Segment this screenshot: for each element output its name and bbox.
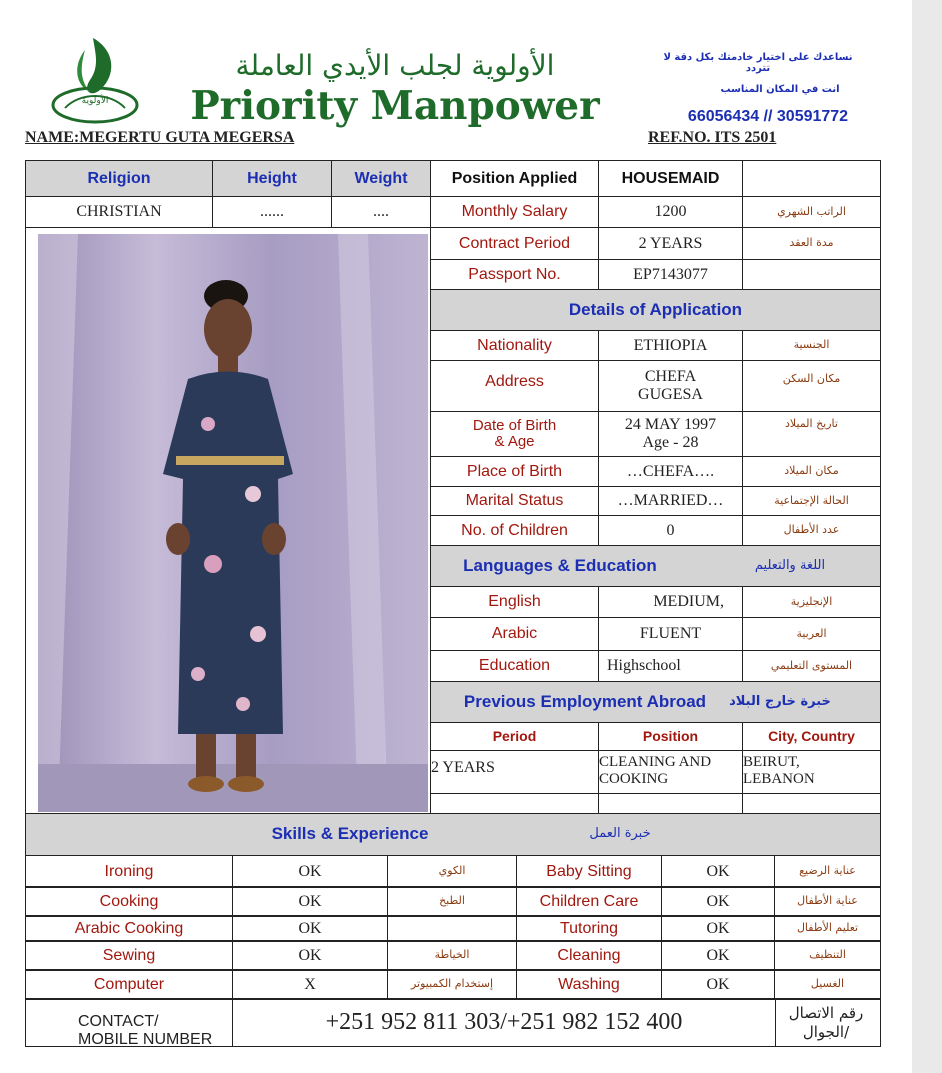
skill-right-val-cell: OK: [661, 940, 775, 971]
skill-right-val-cell: OK: [661, 915, 775, 942]
skill-right-ar-cell: عناية الأطفال: [774, 886, 881, 917]
address-arabic-text: مكان السكن: [782, 372, 841, 385]
candidate-photo: [38, 234, 428, 812]
skills-section-title: [25, 813, 881, 856]
education-label: Education: [430, 650, 599, 682]
place-of-birth-arabic: مكان الميلاد: [742, 456, 881, 487]
skill-right-val-cell: OK: [661, 886, 775, 917]
skill-left-ar-cell: الخياطة: [387, 940, 517, 971]
reference-number: REF.NO. ITS 2501: [648, 129, 777, 146]
passport-extra: [742, 259, 881, 290]
employment-col-period: Period: [430, 722, 599, 751]
children-arabic: عدد الأطفال: [742, 515, 881, 546]
religion-value: CHRISTIAN: [25, 196, 213, 228]
skill-left-cell: Computer: [25, 969, 233, 1000]
skill-right-cell: Children Care: [516, 886, 662, 917]
contact-label-line-1: CONTACT/: [78, 1013, 159, 1030]
skill-right-val-cell: OK: [661, 969, 775, 1000]
company-name: Priority Manpower: [190, 82, 600, 129]
page-edge-shadow: [912, 0, 942, 1073]
place-of-birth-value: …CHEFA….: [598, 456, 743, 487]
arabic-slogan-line-2: انت في المكان المناسب: [720, 83, 840, 95]
nationality-arabic: الجنسية: [742, 330, 881, 361]
nationality-label: Nationality: [430, 330, 599, 361]
passport-value: EP7143077: [598, 259, 743, 290]
logo-emblem-icon: [45, 30, 145, 125]
employment-col-city: City, Country: [742, 722, 881, 751]
children-value: 0: [598, 515, 743, 546]
monthly-salary-arabic: الراتب الشهري: [742, 196, 881, 228]
skill-left-val-cell: OK: [232, 915, 388, 942]
address-value: [598, 360, 743, 412]
employment-position-line-1: CLEANING AND: [599, 754, 712, 770]
english-label: English: [430, 586, 599, 618]
languages-title-arabic: اللغة والتعليم: [754, 557, 826, 573]
education-value: Highschool: [598, 650, 743, 682]
skill-left-val-cell: OK: [232, 886, 388, 917]
monthly-salary-label: Monthly Salary: [430, 196, 599, 228]
skill-left-ar-cell: [387, 915, 517, 942]
skill-right-cell: Baby Sitting: [516, 855, 662, 888]
marital-status-label: Marital Status: [430, 486, 599, 516]
employment-empty-1: [430, 793, 599, 814]
height-value: ......: [212, 196, 332, 228]
employment-position-line-2: COOKING: [599, 770, 669, 787]
passport-label: Passport No.: [430, 259, 599, 290]
details-section-title: Details of Application: [430, 289, 881, 331]
contract-period-value: 2 YEARS: [598, 227, 743, 260]
marital-status-arabic: الحالة الإجتماعية: [742, 486, 881, 516]
religion-header: Religion: [25, 160, 213, 197]
dob-arabic: [742, 411, 881, 457]
contract-period-arabic: مدة العقد: [742, 227, 881, 260]
employment-city-line-1: BEIRUT,: [743, 754, 800, 770]
arabic-company-name: الأولوية لجلب الأيدي العاملة: [235, 48, 555, 82]
place-of-birth-label: Place of Birth: [430, 456, 599, 487]
languages-title-text: Languages & Education: [463, 555, 657, 575]
employment-city-line-2: LEBANON: [743, 770, 815, 787]
dob-label-line-1: Date of Birth: [472, 416, 557, 434]
dob-arabic-text: تاريخ الميلاد: [785, 417, 838, 430]
skill-right-ar-cell: عناية الرضيع: [774, 855, 881, 888]
skill-left-cell: Arabic Cooking: [25, 915, 233, 942]
nationality-value: ETHIOPIA: [598, 330, 743, 361]
address-line-2: GUGESA: [638, 386, 703, 403]
english-arabic: الإنجليزية: [742, 586, 881, 618]
skills-title-text: Skills & Experience: [271, 824, 429, 844]
height-header: Height: [212, 160, 332, 197]
employment-city-value: [742, 750, 881, 794]
contact-arabic-label: [776, 1004, 876, 1042]
employment-period-text: 2 YEARS: [431, 759, 495, 776]
skill-left-cell: Ironing: [25, 855, 233, 888]
arabic-language-value: FLUENT: [598, 617, 743, 651]
employment-empty-2: [598, 793, 743, 814]
header-phones: 66056434 // 30591772: [687, 108, 849, 126]
address-label-text: Address: [485, 373, 544, 390]
skill-right-cell: Tutoring: [516, 915, 662, 942]
address-line-1: CHEFA: [644, 368, 697, 386]
marital-status-value: …MARRIED…: [598, 486, 743, 516]
candidate-name: NAME:MEGERTU GUTA MEGERSA: [25, 129, 295, 146]
skill-right-cell: Cleaning: [516, 940, 662, 971]
skill-right-ar-cell: التنظيف: [774, 940, 881, 971]
position-applied-value: HOUSEMAID: [598, 160, 743, 197]
weight-value: ....: [331, 196, 431, 228]
employment-period-value: [430, 750, 599, 794]
skill-left-val-cell: OK: [232, 940, 388, 971]
address-label: [430, 360, 599, 412]
employment-title-text: Previous Employment Abroad: [463, 691, 707, 711]
skill-left-ar-cell: الطبخ: [387, 886, 517, 917]
skill-right-cell: Washing: [516, 969, 662, 1000]
weight-header: Weight: [331, 160, 431, 197]
dob-label: [430, 411, 599, 457]
contract-period-label: Contract Period: [430, 227, 599, 260]
dob-age: Age - 28: [642, 434, 699, 451]
arabic-language-label: Arabic: [430, 617, 599, 651]
english-value: MEDIUM,: [598, 586, 743, 618]
logo-text: الأولوية: [81, 96, 109, 107]
dob-date: 24 MAY 1997: [624, 416, 717, 434]
dob-label-line-2: & Age: [494, 433, 535, 450]
company-logo: [45, 30, 145, 125]
skill-right-ar-cell: الغسيل: [774, 969, 881, 1000]
skill-left-ar-cell: الكوي: [387, 855, 517, 888]
arabic-slogan-line-1: نساعدك على اختيار خادمتك بكل دقة لا تتردد: [663, 52, 853, 74]
contact-arabic-line-2: /الجوال: [802, 1022, 850, 1041]
education-arabic: المستوى التعليمي: [742, 650, 881, 682]
position-applied-extra: [742, 160, 881, 197]
employment-position-value: [598, 750, 743, 794]
address-arabic: [742, 360, 881, 412]
employment-empty-3: [742, 793, 881, 814]
arabic-language-arabic: العربية: [742, 617, 881, 651]
children-label: No. of Children: [430, 515, 599, 546]
employment-col-position: Position: [598, 722, 743, 751]
monthly-salary-value: 1200: [598, 196, 743, 228]
employment-title-arabic: خبرة خارج البلاد: [729, 693, 831, 709]
skill-right-ar-cell: تعليم الأطفال: [774, 915, 881, 942]
skill-right-val-cell: OK: [661, 855, 775, 888]
skill-left-cell: Sewing: [25, 940, 233, 971]
candidate-portrait-image: [38, 234, 428, 812]
position-applied-label: Position Applied: [430, 160, 599, 197]
skill-left-val-cell: X: [232, 969, 388, 1000]
skills-title-arabic: خبرة العمل: [589, 826, 651, 842]
contact-arabic-line-1: رقم الاتصال: [788, 1004, 864, 1022]
contact-label-line-2: MOBILE NUMBER: [78, 1030, 213, 1048]
contact-label: [78, 1013, 212, 1048]
dob-value: [598, 411, 743, 457]
skill-left-ar-cell: إستخدام الكمبيوتر: [387, 969, 517, 1000]
contact-numbers: +251 952 811 303/+251 982 152 400: [325, 1009, 683, 1036]
skill-left-cell: Cooking: [25, 886, 233, 917]
skill-left-val-cell: OK: [232, 855, 388, 888]
